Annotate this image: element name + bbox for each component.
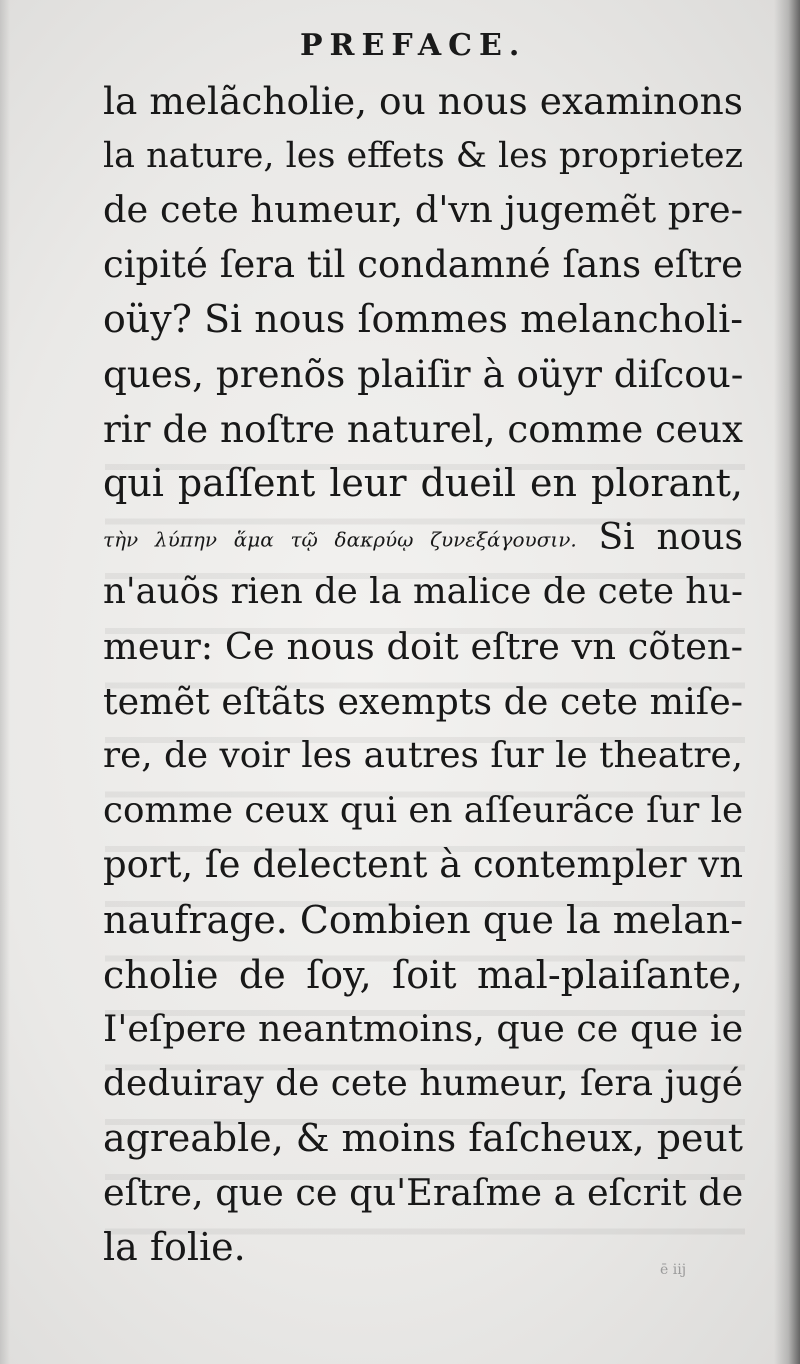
text-line: la melãcholie, ou nous examinons (103, 79, 743, 123)
text-line: naufrage. Combien que la melan- (103, 897, 743, 942)
greek-quotation-line (103, 511, 743, 566)
text-line: agreable, & moins faſcheux, peut (103, 1116, 743, 1161)
page-left-edge (0, 0, 10, 1364)
text-line: comme ceux qui en aſſeurãce ſur le (103, 789, 744, 831)
text-line: la nature, les effets & les proprietez (103, 135, 743, 176)
text-line: eſtre, que ce qu'Eraſme a eſcrit de (103, 1170, 744, 1214)
signature-mark: ē iij (660, 1262, 687, 1278)
text-line: de cete humeur, d'vn jugemẽt pre- (103, 188, 743, 232)
text-line: temẽt eſtãts exempts de cete miſe- (103, 679, 743, 723)
text-line: oüy? Si nous ſommes melancholi- (103, 297, 743, 342)
text-line: rir de noſtre naturel, comme ceux (103, 406, 744, 451)
text-line: cipité ſera til condamné ſans eſtre (103, 242, 743, 286)
greek-line-continuation: Si nous (598, 516, 744, 558)
text-line: cholie de ſoy, ſoit mal-plaiſante, (103, 952, 743, 997)
text-line: port, ſe delectent à contempler vn (103, 843, 743, 887)
text-line-final: la folie. (103, 1225, 246, 1270)
text-line: re, de voir les autres ſur le theatre, (103, 735, 743, 777)
text-line: meur: Ce nous doit eſtre vn cõten- (103, 624, 743, 668)
greek-quotation: τὴν λύπην ἅμα τῷ δακρύῳ ζυνεξάγουσιν. (103, 527, 577, 552)
text-line: ques, prenõs plaiſir à oüyr diſcou- (103, 351, 744, 396)
text-line: deduiray de cete humeur, ſera jugé (103, 1062, 743, 1104)
running-head: PREFACE. (300, 28, 527, 63)
text-line: qui paſſent leur dueil en plorant, (103, 461, 743, 506)
text-line: I'eſpere neantmoins, que ce que ie (103, 1007, 744, 1051)
body-text (103, 74, 743, 1275)
text-line: n'auõs rien de la malice de cete hu- (103, 571, 743, 613)
gutter-shadow (774, 0, 800, 1364)
